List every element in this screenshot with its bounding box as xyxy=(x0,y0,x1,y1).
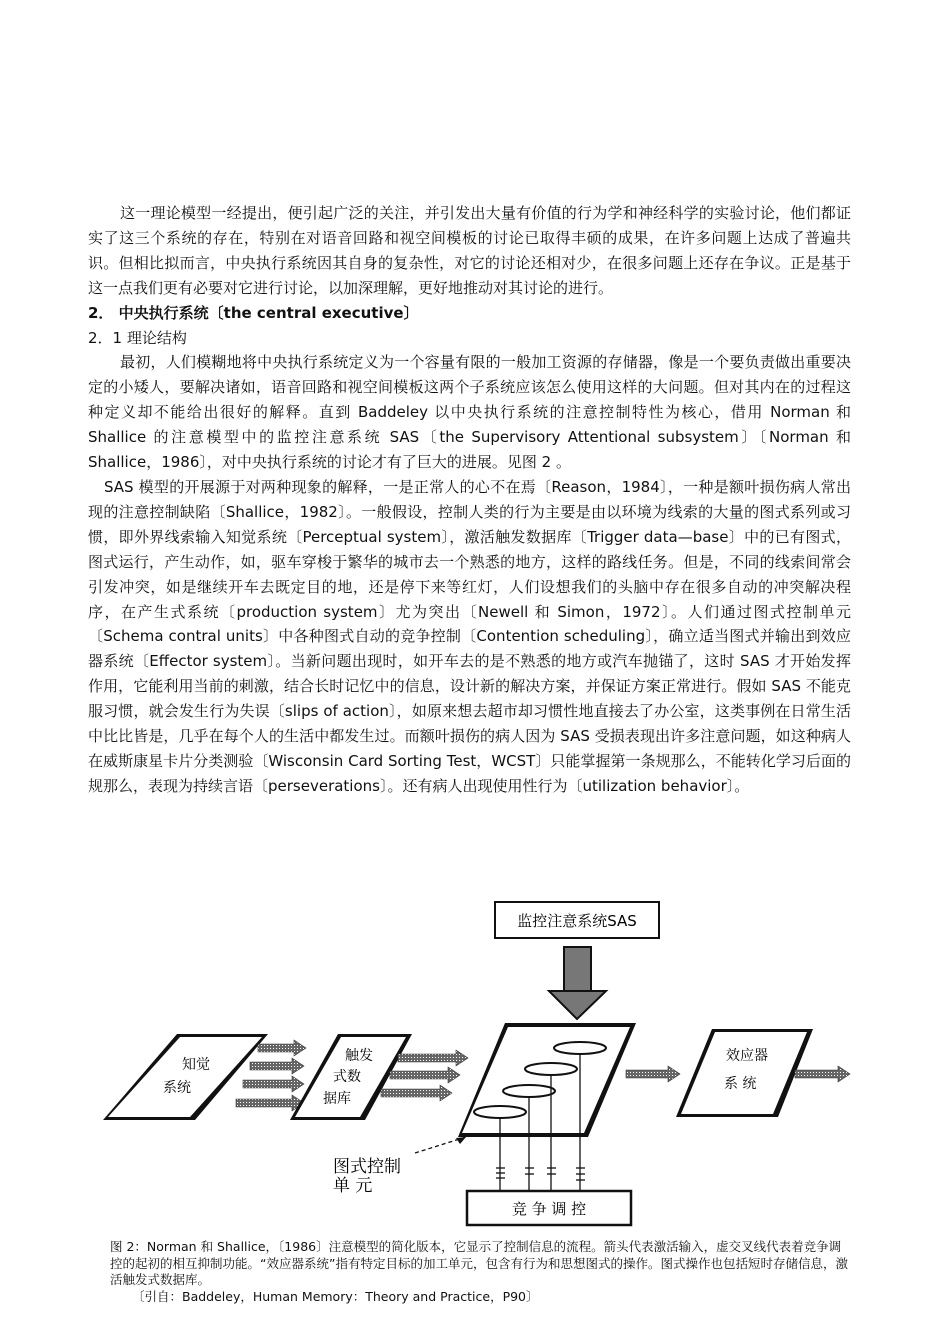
caption-source: 〔引自：Baddeley，Human Memory：Theory and Practice，P90〕 xyxy=(132,1288,539,1304)
sas-box xyxy=(495,902,659,938)
section-heading-central-executive: 2． 中央执行系统〔the central executive〕 xyxy=(88,303,419,322)
schema-ellipse-4 xyxy=(474,1106,526,1118)
contention-box-label: 竞 争 调 控 xyxy=(511,1200,587,1218)
schema-control-units-slab xyxy=(458,1023,636,1137)
perceptual-label-line2: 系统 xyxy=(163,1080,191,1096)
trigger-label-line2: 式数 xyxy=(333,1069,361,1085)
trigger-label-line3: 据库 xyxy=(323,1091,351,1107)
body-text xyxy=(88,201,851,799)
sas-box-label: 监控注意系统SAS xyxy=(517,912,637,930)
effector-system-box xyxy=(676,1029,813,1117)
schema-ellipse-3 xyxy=(503,1085,555,1097)
paragraph-intro: 这一理论模型一经提出，便引起广泛的关注，并引发出大量有价值的行为学和神经科学的实验讨论，他们都证实了这三个系统的存在，特别在对语音回路和视空间模板的讨论已取得丰硕的成果，在许多问题上达成了普遍共识。但相比拟而言，中央执行系统因其自身的复杂性，对它的讨论还相对少，在很多问题上还存在争议。正是基于这一点我们更有必要对它进行讨论，以加深理解，更好地推动对其讨论的进行。 xyxy=(88,204,851,297)
trigger-label-line1: 触发 xyxy=(345,1048,373,1064)
schema-control-units-label-line2: 单 元 xyxy=(333,1176,373,1196)
contention-scheduling-box xyxy=(467,1191,631,1225)
perceptual-label-line1: 知觉 xyxy=(182,1057,210,1073)
paragraph-definition: 最初，人们模糊地将中央执行系统定义为一个容量有限的一般加工资源的存储器，像是一个要负责做出重要决定的小矮人，要解决诸如，语音回路和视空间模板这两个子系统应该怎么使用这样的大问题。但对其内在的过程这种定义却不能给出很好的解释。直到 Baddeley 以中央执行系统的注意控制特性为核心，借用 Norman 和 Shallice 的注意模型中的监控注意系统 SAS〔the Supervisory Attentional subsystem〕〔Norman 和 Shallice，1986〕，对中央执行系统的讨论才有了巨大的进展。见图 2 。 xyxy=(88,353,851,472)
inhibition-cross-marks xyxy=(496,1168,585,1180)
figure-sas-model-diagram xyxy=(0,895,950,1235)
schema-label-arrowhead xyxy=(456,1137,466,1144)
figure-caption xyxy=(110,1239,850,1305)
subsection-heading-theory-structure: 2．1 理论结构 xyxy=(88,328,187,347)
sas-down-arrow xyxy=(549,947,606,1019)
schema-ellipse-2 xyxy=(525,1063,577,1075)
activation-arrow-schema-to-effector xyxy=(626,1066,680,1082)
schema-control-units-label-line1: 图式控制 xyxy=(333,1157,401,1177)
schema-ellipse-1 xyxy=(554,1042,606,1054)
output-arrow xyxy=(795,1066,850,1082)
caption-text: 图 2：Norman 和 Shallice，〔1986〕注意模型的简化版本，它显示了控制信息的流程。箭头代表激活输入，虚交叉线代表着竞争调控的起初的相互抑制功能。“效应器系统”指有特定目标的加工单元，包含有行为和思想图式的操作。图式操作也包括短时存储信息，激活触发式数据库。 xyxy=(110,1239,848,1287)
effector-label-line2: 系 统 xyxy=(724,1076,757,1092)
paragraph-sas-model: SAS 模型的开展源于对两种现象的解释，一是正常人的心不在焉〔Reason，1984〕，一种是额叶损伤病人常出现的注意控制缺陷〔Shallice，1982〕。一般假设，控制人类的行为主要是由以环境为线索的大量的图式系列或习惯，即外界线索输入知觉系统〔Perceptual system〕，激活触发数据库〔Trigger data—base〕中的已有图式，图式运行，产生动作，如，驱车穿梭于繁华的城市去一个熟悉的地方，这样的路线任务。但是，不同的线索间常会引发冲突，如是继续开车去既定目的地，还是停下来等红灯，人们设想我们的头脑中存在很多自动的冲突解决程序，在产生式系统〔production system〕尤为突出〔Newell 和 Simon，1972〕。人们通过图式控制单元〔Schema contral units〕中各种图式自动的竞争控制〔Contention scheduling〕，确立适当图式并输出到效应器系统〔Effector system〕。当新问题出现时，如开车去的是不熟悉的地方或汽车抛锚了，这时 SAS 才开始发挥作用，它能利用当前的刺激，结合长时记忆中的信息，设计新的解决方案，并保证方案正常进行。假如 SAS 不能克服习惯，就会发生行为失误〔slips of action〕，如原来想去超市却习惯性地直接去了办公室，这类事例在日常生活中比比皆是，几乎在每个人的生活中都发生过。而额叶损伤的病人因为 SAS 受损表现出许多注意问题，如这种病人在威斯康星卡片分类测验〔Wisconsin Card Sorting Test，WCST〕只能掌握第一条规那么，不能转化学习后面的规那么，表现为持续言语〔perseverations〕。还有病人出现使用性行为〔utilization behavior〕。 xyxy=(88,477,851,795)
effector-label-line1: 效应器 xyxy=(726,1048,768,1064)
